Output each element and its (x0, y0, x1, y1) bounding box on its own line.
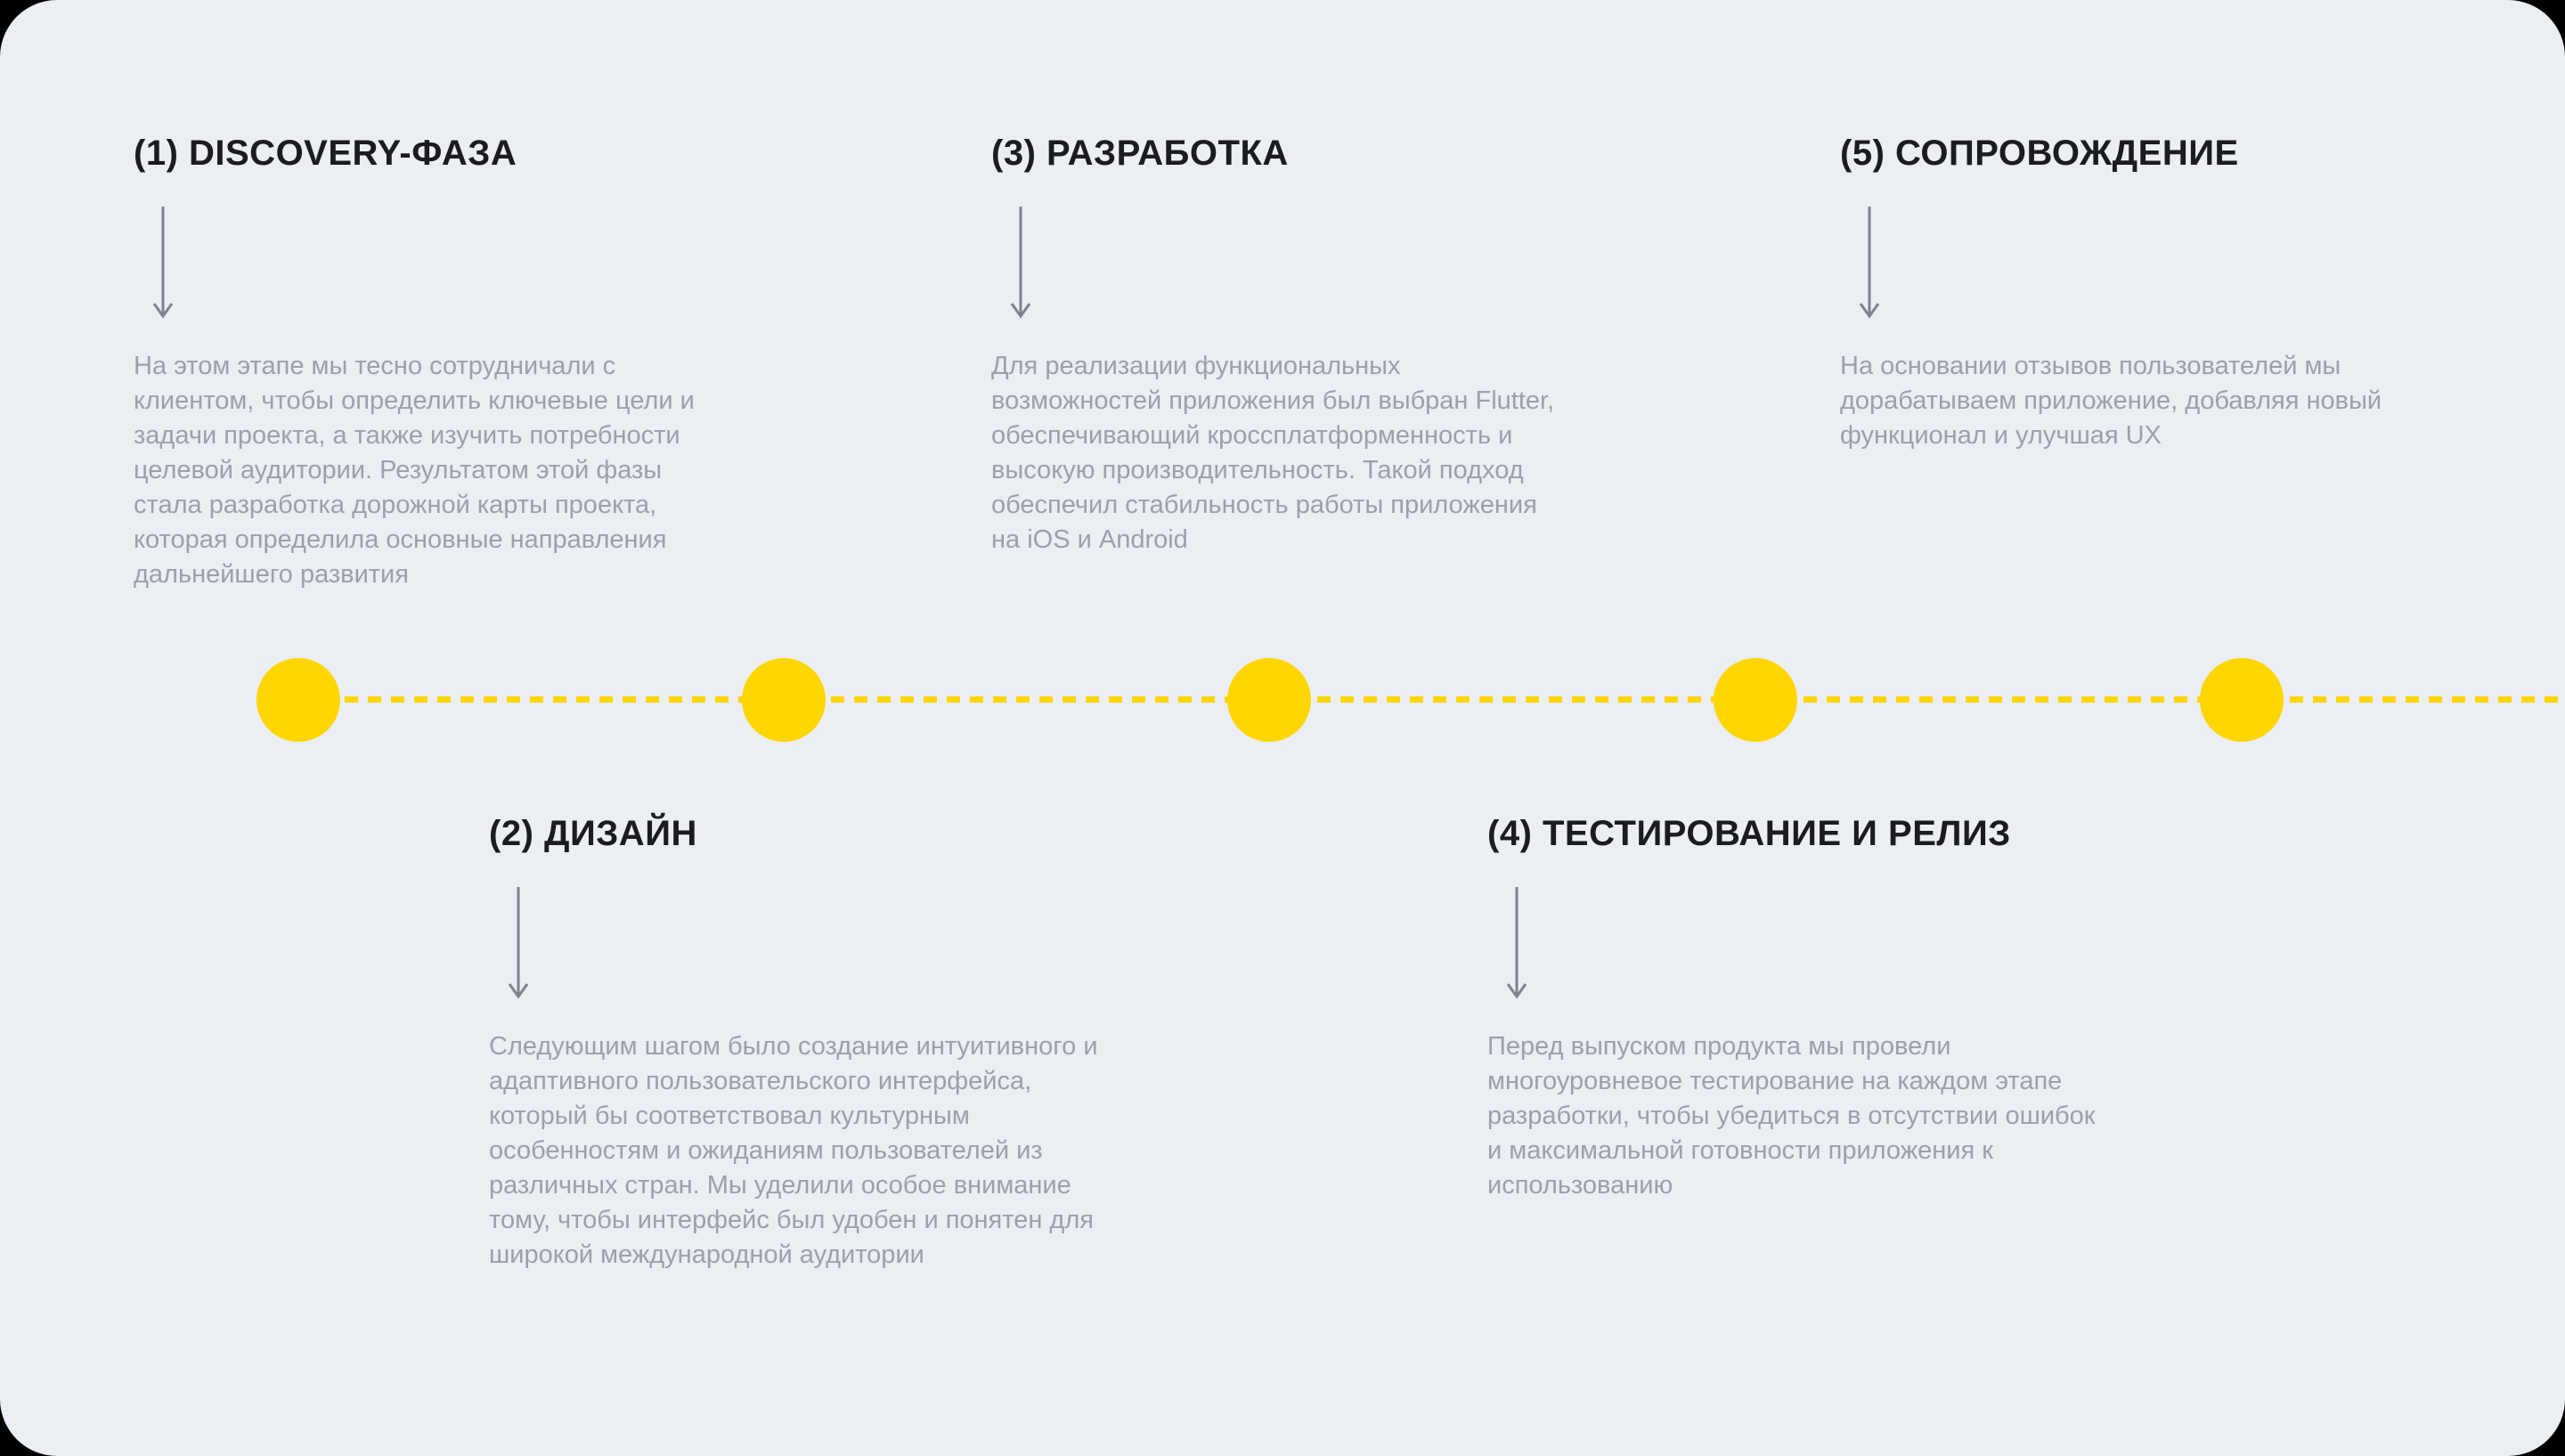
timeline-dot-1 (256, 658, 340, 742)
phase-3-development (991, 132, 1570, 557)
phase-1-discovery (134, 132, 717, 592)
down-arrow-icon (1009, 207, 1032, 319)
phase-5-description: На основании отзывов пользователей мы дорабатываем приложение, добавляя новый функционал и улучшая UX (1840, 352, 2382, 450)
phase-5-title: (5) СОПРОВОЖДЕНИЕ (1840, 134, 2239, 173)
phase-1-title: (1) DISCOVERY-ФАЗА (134, 134, 517, 173)
down-arrow-icon (507, 887, 530, 999)
timeline-dot-3 (1227, 658, 1311, 742)
timeline-dot-4 (1714, 658, 1797, 742)
phase-3-title: (3) РАЗРАБОТКА (991, 134, 1289, 173)
phase-2-title: (2) ДИЗАЙН (489, 814, 697, 853)
down-arrow-icon (1505, 887, 1528, 999)
timeline-dot-2 (742, 658, 826, 742)
phase-2-design (489, 812, 1117, 1273)
phase-5-support (1840, 132, 2455, 453)
down-arrow-icon (1858, 207, 1881, 319)
down-arrow-icon (151, 207, 175, 319)
phase-4-description: Перед выпуском продукта мы провели многоуровневое тестирование на каждом этапе разработки, чтобы убедиться в отсутствии ошибок и максимальной готовности приложения к использованию (1487, 1032, 2096, 1200)
phase-4-title: (4) ТЕСТИРОВАНИЕ И РЕЛИЗ (1487, 814, 2011, 853)
phase-3-description: Для реализации функциональных возможностей приложения был выбран Flutter, обеспечивающий кроссплатформенность и высокую производительность. Такой подход обеспечил стабильность работы приложения на iOS и Android (991, 352, 1555, 554)
phase-1-description: На этом этапе мы тесно сотрудничали с клиентом, чтобы определить ключевые цели и задачи проекта, а также изучить потребности целевой аудитории. Результатом этой фазы стала разработка дорожной карты проекта, которая определила основные направления дальнейшего развития (134, 352, 695, 589)
timeline-dot-5 (2200, 658, 2284, 742)
phase-2-description: Следующим шагом было создание интуитивного и адаптивного пользовательского интерфейса, который бы соответствовал культурным особенностям и ожиданиям пользователей из различных стран. Мы уделили особое внимание тому, чтобы интерфейс был удобен и понятен для широкой международной аудитории (489, 1032, 1098, 1269)
phase-4-testing-release (1487, 812, 2097, 1203)
